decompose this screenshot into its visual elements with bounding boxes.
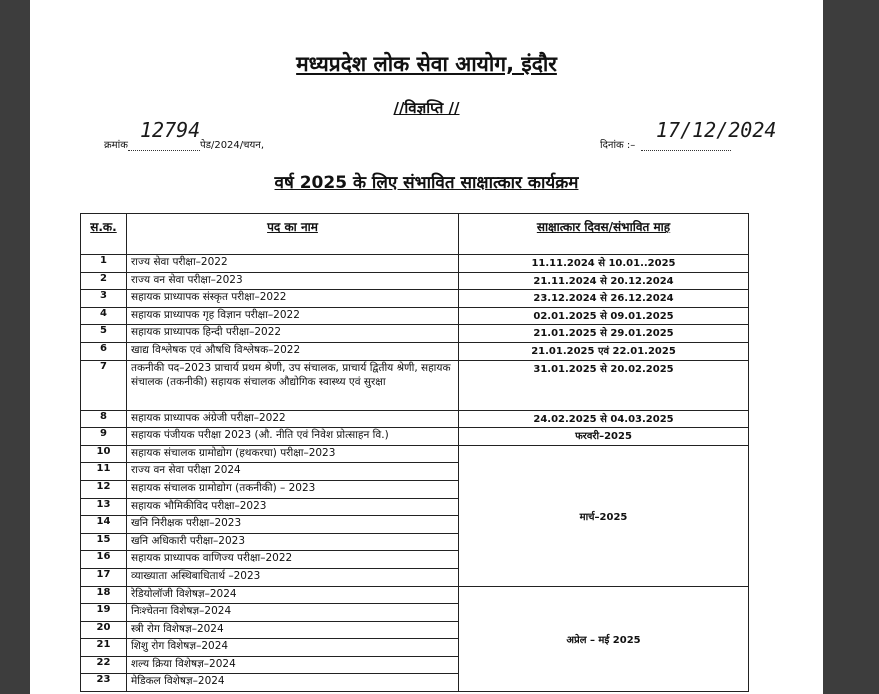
header-date: साक्षात्कार दिवस/संभावित माह: [459, 214, 749, 255]
date-label: दिनांक :–: [600, 140, 636, 151]
table-row: 7 तकनीकी पद–2023 प्राचार्य प्रथम श्रेणी, उप संचालक, प्राचार्य द्वितीय श्रेणी, सहायक संचालक (तकनीकी) सहायक संचालक औद्योगिक स्वास्थ्य एवं सुरक्षा 31.01.2025 से 20.02.2025: [81, 360, 749, 410]
table-row: 19 निःश्चेतना विशेषज्ञ–2024: [81, 604, 749, 622]
reference-suffix: पेड/2024/चयन,: [199, 140, 265, 151]
table-row: 22 शल्य क्रिया विशेषज्ञ–2024: [81, 656, 749, 674]
table-row: 4 सहायक प्राध्यापक गृह विज्ञान परीक्षा–2022 02.01.2025 से 09.01.2025: [81, 307, 749, 325]
table-row: 21 शिशु रोग विशेषज्ञ–2024: [81, 639, 749, 657]
document-page: [30, 0, 823, 694]
table-row: 11 राज्य वन सेवा परीक्षा 2024: [81, 463, 749, 481]
march-group-cell: मार्च–2025: [459, 445, 749, 586]
date-dots: [641, 150, 731, 151]
reference-number: 12794: [140, 118, 201, 142]
notice-heading: //विज्ञप्ति //: [393, 99, 460, 117]
table-row: 17 व्याख्याता अस्थिबाधितार्थ –2023: [81, 568, 749, 586]
table-row: 12 सहायक संचालक ग्रामोद्योग (तकनीकी) – 2023: [81, 480, 749, 498]
table-row: 3 सहायक प्राध्यापक संस्कृत परीक्षा–2022 23.12.2024 से 26.12.2024: [81, 290, 749, 308]
reference-prefix: क्रमांक: [104, 140, 128, 151]
april-may-group-cell: अप्रेल – मई 2025: [459, 586, 749, 692]
reference-dots: [128, 150, 200, 151]
date-line: [600, 118, 777, 151]
header-post: पद का नाम: [127, 214, 459, 255]
table-row: 23 मेडिकल विशेषज्ञ–2024: [81, 674, 749, 692]
table-row: 5 सहायक प्राध्यापक हिन्दी परीक्षा–2022 21.01.2025 से 29.01.2025: [81, 325, 749, 343]
document-title: वर्ष 2025 के लिए संभावित साक्षात्कार कार्यक्रम: [274, 173, 579, 193]
table-row: 16 सहायक प्राध्यापक वाणिज्य परीक्षा–2022: [81, 551, 749, 569]
table-row: 6 खाद्य विश्लेषक एवं औषधि विश्लेषक–2022 21.01.2025 एवं 22.01.2025: [81, 342, 749, 360]
table-row: 1 राज्य सेवा परीक्षा–2022 11.11.2024 से 10.01..2025: [81, 255, 749, 273]
organization-heading: मध्यप्रदेश लोक सेवा आयोग, इंदौर: [296, 52, 557, 76]
table-row: 20 स्त्री रोग विशेषज्ञ–2024: [81, 621, 749, 639]
table-row: 9 सहायक पंजीयक परीक्षा 2023 (औ. नीति एवं निवेश प्रोत्साहन वि.) फरवरी–2025: [81, 428, 749, 446]
table-row: 8 सहायक प्राध्यापक अंग्रेजी परीक्षा–2022 24.02.2025 से 04.03.2025: [81, 410, 749, 428]
table-row: 10 सहायक संचालक ग्रामोद्योग (हथकरघा) परीक्षा–2023 मार्च–2025: [81, 445, 749, 463]
table-row: 18 रेडियोलॉजी विशेषज्ञ–2024 अप्रेल – मई 2025: [81, 586, 749, 604]
reference-line: [104, 118, 265, 151]
header-sn: स.क.: [81, 214, 127, 255]
table-row: 15 खनि अधिकारी परीक्षा–2023: [81, 533, 749, 551]
table-row: 2 राज्य वन सेवा परीक्षा–2023 21.11.2024 से 20.12.2024: [81, 272, 749, 290]
interview-schedule-table: [80, 213, 749, 692]
table-row: 14 खनि निरीक्षक परीक्षा–2023: [81, 516, 749, 534]
table-row: 13 सहायक भौमिकीविद परीक्षा–2023: [81, 498, 749, 516]
date-value: 17/12/2024: [656, 118, 777, 142]
